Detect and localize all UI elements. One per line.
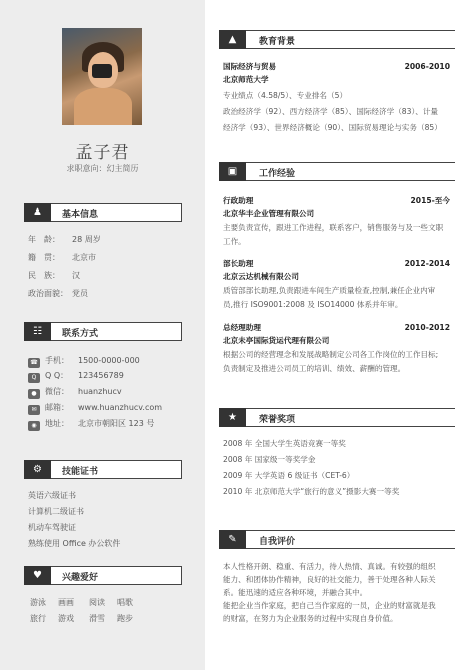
- location-icon: ◉: [28, 421, 40, 431]
- education-school: 北京师范大学: [223, 75, 269, 84]
- hobby-item: 旅行: [30, 614, 46, 623]
- hobby-item: 阅读: [89, 598, 105, 607]
- profile-photo: [62, 28, 142, 125]
- briefcase-icon: ▣: [219, 162, 246, 181]
- job-period: 2010-2012: [404, 323, 450, 332]
- trophy-icon: ★: [219, 408, 246, 427]
- education-line: 经济学（93）、世界经济概论（90）、国际贸易理论与实务（85）: [223, 123, 442, 132]
- hobby-item: 滑雪: [89, 614, 105, 623]
- self-line: 本人性格开朗、稳重、有活力，待人热情、真诚。有较强的组织: [223, 562, 436, 571]
- education-major: 国际经济与贸易: [223, 62, 277, 71]
- self-line: 的财富，在努力为企业服务的过程中实现自身价值。: [223, 614, 398, 623]
- section-header-awards: ★ 荣誉奖项: [219, 408, 455, 427]
- self-line: 能把企业当作家庭，把自己当作家庭的一员，企业的财富就是我: [223, 601, 436, 610]
- job-role: 总经理助理: [223, 323, 261, 332]
- hobby-item: 画画: [58, 598, 74, 607]
- skill-item: 机动车驾驶证: [28, 523, 76, 532]
- award-item: 2009 年 大学英语 6 级证书（CET-6）: [223, 471, 355, 480]
- phone-icon: ☎: [28, 358, 40, 368]
- education-line: 政治经济学（92）、西方经济学（85）、国际经济学（83）、计量: [223, 107, 439, 116]
- section-header-work: ▣ 工作经验: [219, 162, 455, 181]
- section-header-education: ▲ 教育背景: [219, 30, 455, 49]
- hobby-item: 游泳: [30, 598, 46, 607]
- basic-row: 政治面貌： 党员: [28, 289, 88, 298]
- job-period: 2015-至今: [410, 196, 450, 205]
- skill-item: 计算机二级证书: [28, 507, 84, 516]
- section-header-skills: ⚙ 技能证书: [24, 460, 182, 479]
- mail-icon: ✉: [28, 405, 40, 415]
- job-line: 员,推行 ISO9001:2008 及 ISO14000 体系并年审。: [223, 300, 403, 309]
- job-company: 北京华丰企业管理有限公司: [223, 209, 315, 218]
- contact-card-icon: ☷: [24, 322, 51, 341]
- job-period: 2012-2014: [404, 259, 450, 268]
- chat-bubble-icon: ✎: [219, 530, 246, 549]
- basic-row: 籍 贯： 北京市: [28, 253, 96, 262]
- qq-icon: Q: [28, 373, 40, 383]
- hobby-item: 跑步: [117, 614, 133, 623]
- wechat-icon: ●: [28, 389, 40, 399]
- heart-icon: ♥: [24, 566, 51, 585]
- education-line: 专业绩点（4.58/5）、专业排名（5）: [223, 91, 348, 100]
- basic-row: 民 族： 汉: [28, 271, 80, 280]
- job-company: 北京未亭国际货运代理有限公司: [223, 336, 330, 345]
- left-sidebar: [0, 0, 205, 670]
- job-role: 部长助理: [223, 259, 254, 268]
- job-line: 根据公司的经营理念和发展战略制定公司各工作岗位的工作目标;: [223, 350, 439, 359]
- section-header-hobbies: ♥ 兴趣爱好: [24, 566, 182, 585]
- section-header-contact: ☷ 联系方式: [24, 322, 182, 341]
- award-item: 2008 年 国家级一等奖学金: [223, 455, 316, 464]
- section-header-basic: ♟ 基本信息: [24, 203, 182, 222]
- job-intent: 求职意向：幻主简历: [66, 164, 139, 173]
- job-line: 工作。: [223, 237, 246, 246]
- self-line: 系。能迅速的适应各种环境，并融合其中。: [223, 588, 368, 597]
- person-icon: ♟: [24, 203, 51, 222]
- job-line: 负责制定及推进公司员工的培训、绩效、薪酬的管理。: [223, 364, 406, 373]
- contact-row-qq: Q Q Q： 123456789: [28, 370, 124, 382]
- graduation-cap-icon: ▲: [219, 30, 246, 49]
- contact-row-phone: ☎ 手机： 1500-0000-000: [28, 355, 140, 367]
- contact-row-address: ◉ 地址： 北京市朝阳区 123 号: [28, 418, 154, 430]
- gear-icon: ⚙: [24, 460, 51, 479]
- candidate-name: 孟子君: [75, 143, 130, 163]
- job-line: 质管部部长助理,负责跟进车间生产质量检查,控制,兼任企业内审: [223, 286, 436, 295]
- award-item: 2010 年 北京师范大学“旅行的意义”摄影大赛一等奖: [223, 487, 400, 496]
- skill-item: 熟练使用 Office 办公软件: [28, 539, 121, 548]
- contact-row-wechat: ● 微信： huanzhucv: [28, 386, 122, 398]
- section-header-self: ✎ 自我评价: [219, 530, 455, 549]
- basic-row: 年 龄： 28 周岁: [28, 235, 101, 244]
- job-company: 北京云达机械有限公司: [223, 272, 299, 281]
- job-role: 行政助理: [223, 196, 254, 205]
- education-period: 2006-2010: [404, 62, 450, 71]
- job-line: 主要负责宣传，跟进工作进程，联系客户，销售服务与及一些文职: [223, 223, 444, 232]
- hobby-item: 唱歌: [117, 598, 133, 607]
- award-item: 2008 年 全国大学生英语竞赛一等奖: [223, 439, 346, 448]
- hobby-item: 游戏: [58, 614, 74, 623]
- skill-item: 英语六级证书: [28, 491, 76, 500]
- self-line: 能力、和团体协作精神，良好的社交能力，善于处理各种人际关: [223, 575, 436, 584]
- contact-row-mail: ✉ 邮箱： www.huanzhucv.com: [28, 402, 162, 414]
